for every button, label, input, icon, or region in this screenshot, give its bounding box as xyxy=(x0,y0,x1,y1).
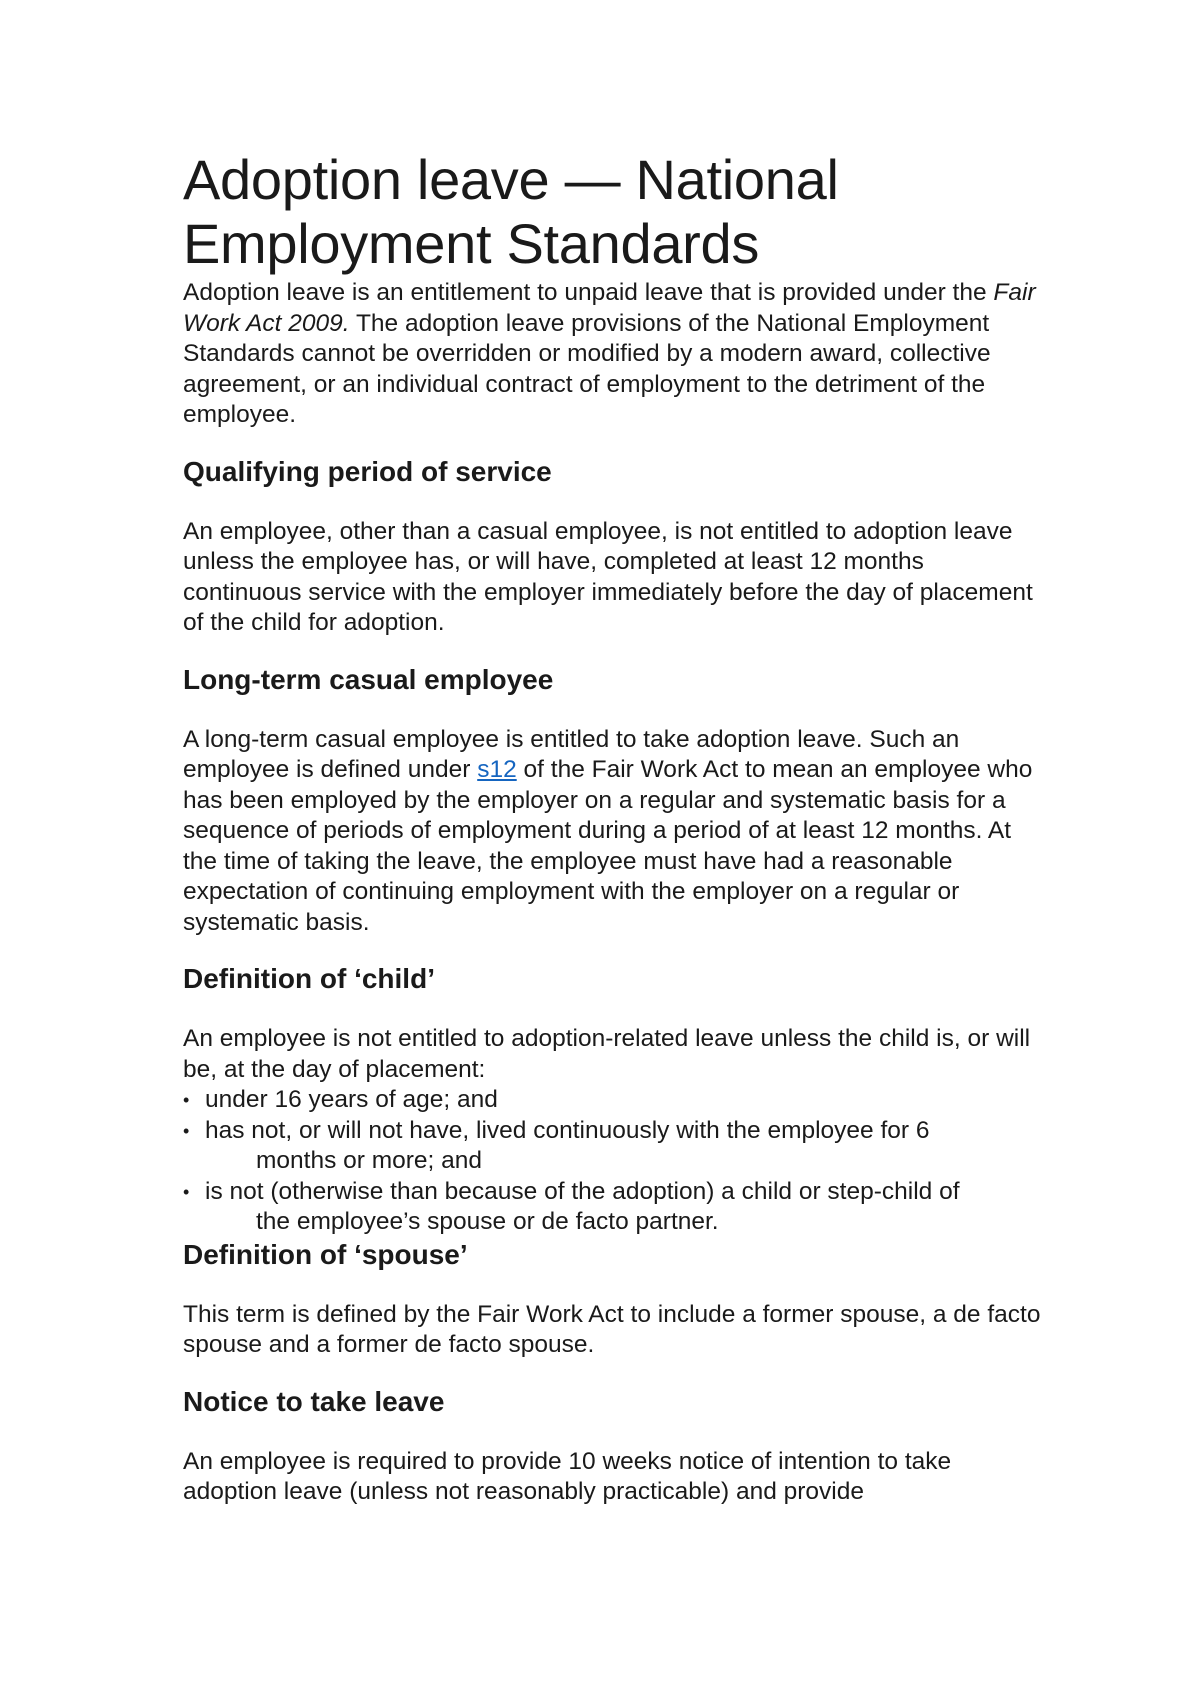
document-title-line-1: Adoption leave — National xyxy=(183,148,839,211)
intro-text-start: Adoption leave is an entitlement to unpaid leave that is provided under the xyxy=(183,279,994,306)
casual-text-end: of the Fair Work Act to mean an employee who has been employed by the employer on a regular and systematic basis for a sequence of periods of employment during a period of at least 12 months. At the time of taking the leave, the employee must have had a reasonable expectation of continuing employment with the employer on a regular or systematic basis. xyxy=(183,756,1033,936)
intro-text-end: The adoption leave provisions of the National Employment Standards cannot be overridden or modified by a modern award, collective agreement, or an individual contract of employment to the detriment of the employee. xyxy=(183,309,991,428)
list-item-text xyxy=(205,1085,1043,1116)
definition-spouse-paragraph: This term is defined by the Fair Work Act to include a former spouse, a de facto spouse and a former de facto spouse. xyxy=(183,1300,1041,1358)
document-title xyxy=(183,148,1043,276)
list-item-line: has not, or will not have, lived continuously with the employee for 6 xyxy=(205,1116,930,1144)
bullet-icon: • xyxy=(183,1120,190,1141)
bullet-icon: • xyxy=(183,1181,190,1202)
list-item-text xyxy=(205,1177,1043,1238)
list-item-line-continued: months or more; and xyxy=(256,1147,483,1174)
list-item xyxy=(183,1177,1043,1238)
qualifying-period-paragraph: An employee, other than a casual employee, is not entitled to adoption leave unless the employee has, or will have, completed at least 12 months continuous service with the employer immediately before the day of placement of the child for adoption. xyxy=(183,517,1033,636)
heading-qualifying-period: Qualifying period of service xyxy=(183,455,552,487)
intro-paragraph xyxy=(183,278,1043,431)
document-title-line-2: Employment Standards xyxy=(183,212,760,275)
list-item-line-continued: the employee’s spouse or de facto partner. xyxy=(256,1208,719,1235)
heading-definition-spouse: Definition of ‘spouse’ xyxy=(183,1238,468,1270)
s12-link[interactable]: s12 xyxy=(477,756,517,783)
list-item xyxy=(183,1116,1043,1177)
casual-text-start: A long-term casual employee is entitled to take adoption leave. Such an employee is defined under xyxy=(183,725,960,783)
heading-definition-child: Definition of ‘child’ xyxy=(183,963,435,994)
long-term-casual-paragraph xyxy=(183,725,1043,939)
list-item-text xyxy=(205,1116,1043,1177)
document-page xyxy=(183,148,1043,1508)
heading-notice-to-take-leave: Notice to take leave xyxy=(183,1385,445,1417)
list-item-line: under 16 years of age; and xyxy=(205,1086,498,1113)
definition-child-paragraph: An employee is not entitled to adoption-related leave unless the child is, or will be, at the day of placement: xyxy=(183,1025,1031,1083)
child-criteria-list xyxy=(183,1085,1043,1238)
bullet-icon: • xyxy=(183,1090,190,1110)
list-item-line: is not (otherwise than because of the adoption) a child or step-child of xyxy=(205,1177,960,1205)
notice-paragraph: An employee is required to provide 10 weeks notice of intention to take adoption leave (unless not reasonably practicable) and provide xyxy=(183,1447,952,1505)
act-name: Fair Work Act 2009. xyxy=(183,279,1036,337)
heading-long-term-casual: Long-term casual employee xyxy=(183,663,554,695)
list-item xyxy=(183,1085,1043,1116)
